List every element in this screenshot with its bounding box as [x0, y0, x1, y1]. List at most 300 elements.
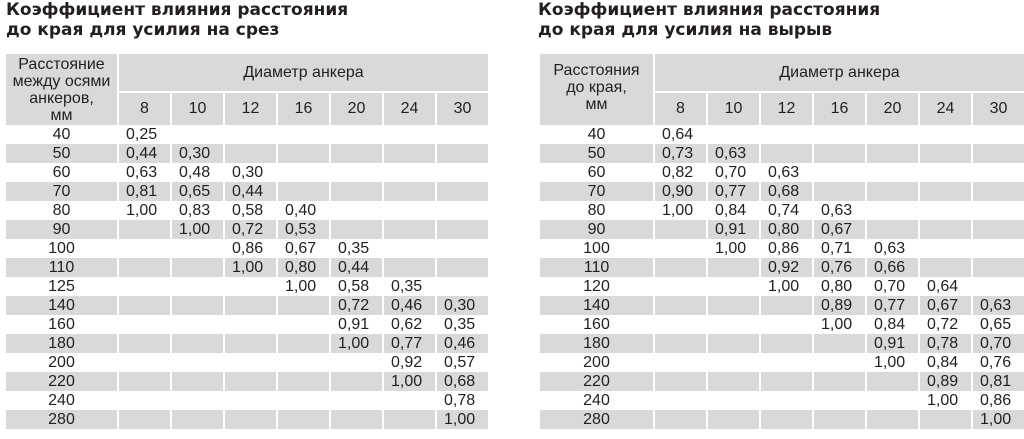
coefficient-cell: 0,77 — [865, 296, 918, 315]
coefficient-cell — [865, 182, 918, 201]
coefficient-cell — [382, 239, 435, 258]
coefficient-cell: 0,68 — [759, 182, 812, 201]
distance-header — [540, 54, 653, 125]
distance-cell: 90 — [540, 220, 653, 239]
distance-header-line: до края, — [566, 79, 627, 96]
table-row — [6, 391, 488, 410]
coefficient-cell — [759, 410, 812, 429]
coefficient-cell: 0,83 — [170, 201, 223, 220]
coefficient-cell — [382, 182, 435, 201]
table-row — [540, 220, 1024, 239]
coefficient-cell: 1,00 — [382, 372, 435, 391]
coefficient-cell — [971, 277, 1024, 296]
coefficient-cell: 0,46 — [435, 334, 488, 353]
table-row — [540, 239, 1024, 258]
coefficient-cell — [706, 258, 759, 277]
coefficient-cell — [117, 315, 170, 334]
table-row — [540, 144, 1024, 163]
distance-cell: 100 — [583, 239, 610, 257]
coefficient-cell: 0,91 — [329, 315, 382, 334]
distance-header-line: между осями — [12, 72, 111, 90]
distance-header-line: мм — [585, 96, 608, 113]
coefficient-cell — [329, 372, 382, 391]
coefficient-cell — [435, 201, 488, 220]
coefficient-cell: 0,78 — [435, 391, 488, 410]
coefficient-cell — [276, 296, 329, 315]
coefficient-cell — [170, 277, 223, 296]
coefficient-cell — [971, 163, 1024, 182]
coefficient-cell — [382, 220, 435, 239]
coefficient-cell — [276, 125, 329, 144]
coefficient-cell — [382, 391, 435, 410]
coefficient-cell — [706, 296, 759, 315]
distance-cell: 110 — [540, 258, 653, 277]
coefficient-cell: 1,00 — [812, 315, 865, 334]
diameter-column-header: 12 — [759, 91, 812, 125]
coefficient-cell — [812, 125, 865, 144]
coefficient-cell: 0,44 — [329, 258, 382, 277]
coefficient-cell — [435, 258, 488, 277]
table-row — [6, 277, 488, 296]
coefficient-cell — [653, 391, 706, 410]
coefficient-cell — [276, 353, 329, 372]
coefficient-cell — [329, 144, 382, 163]
table-row — [6, 125, 488, 144]
coefficient-cell: 0,70 — [706, 163, 759, 182]
coefficient-cell: 0,46 — [382, 296, 435, 315]
distance-header — [6, 54, 117, 125]
coefficient-cell: 0,70 — [865, 277, 918, 296]
coefficient-cell — [276, 315, 329, 334]
coefficient-cell — [382, 125, 435, 144]
coefficient-cell — [382, 144, 435, 163]
coefficient-cell — [971, 239, 1024, 258]
distance-header-line: Расстояния — [553, 62, 640, 79]
pullout-table — [540, 54, 1024, 429]
title-line-1: Коэффициент влияния расстояния — [6, 0, 349, 20]
table-row — [6, 372, 488, 391]
coefficient-cell: 0,65 — [971, 315, 1024, 334]
coefficient-cell: 0,64 — [918, 277, 971, 296]
distance-cell: 280 — [540, 410, 653, 429]
coefficient-cell — [329, 391, 382, 410]
coefficient-cell: 0,30 — [435, 296, 488, 315]
coefficient-cell: 0,72 — [918, 315, 971, 334]
coefficient-cell — [759, 315, 812, 334]
coefficient-cell — [918, 163, 971, 182]
coefficient-cell — [223, 372, 276, 391]
coefficient-cell — [170, 334, 223, 353]
distance-cell: 110 — [6, 258, 117, 277]
coefficient-cell — [382, 201, 435, 220]
coefficient-cell: 0,63 — [706, 144, 759, 163]
coefficient-cell — [170, 258, 223, 277]
distance-cell: 200 — [583, 353, 610, 371]
coefficient-cell: 1,00 — [117, 201, 170, 220]
coefficient-cell — [329, 353, 382, 372]
coefficient-cell — [276, 372, 329, 391]
coefficient-cell — [865, 410, 918, 429]
coefficient-cell — [435, 239, 488, 258]
coefficient-cell — [170, 372, 223, 391]
coefficient-cell: 0,70 — [971, 334, 1024, 353]
coefficient-cell: 0,35 — [435, 315, 488, 334]
distance-cell: 240 — [48, 391, 75, 409]
diameter-column-header: 30 — [971, 91, 1024, 125]
coefficient-cell — [706, 410, 759, 429]
coefficient-cell — [759, 391, 812, 410]
table-row — [540, 315, 1024, 334]
coefficient-cell — [117, 410, 170, 429]
coefficient-cell — [865, 372, 918, 391]
coefficient-cell — [223, 334, 276, 353]
coefficient-cell — [170, 315, 223, 334]
coefficient-cell — [329, 182, 382, 201]
coefficient-cell — [759, 334, 812, 353]
diameter-header: Диаметр анкера — [117, 54, 488, 91]
coefficient-cell: 1,00 — [223, 258, 276, 277]
distance-cell: 220 — [540, 372, 653, 391]
coefficient-cell — [759, 353, 812, 372]
table-row — [6, 334, 488, 353]
coefficient-cell — [706, 391, 759, 410]
coefficient-cell — [759, 372, 812, 391]
diameter-column-header: 20 — [329, 91, 382, 125]
coefficient-cell — [382, 258, 435, 277]
coefficient-cell — [223, 296, 276, 315]
coefficient-cell — [812, 334, 865, 353]
coefficient-cell: 0,76 — [971, 353, 1024, 372]
title-line-1: Коэффициент влияния расстояния — [538, 0, 881, 20]
table-row — [540, 163, 1024, 182]
coefficient-cell — [865, 201, 918, 220]
table-row — [540, 277, 1024, 296]
coefficient-cell: 0,84 — [918, 353, 971, 372]
coefficient-cell — [653, 372, 706, 391]
table-row — [540, 201, 1024, 220]
coefficient-cell — [812, 163, 865, 182]
coefficient-cell — [223, 315, 276, 334]
coefficient-cell: 1,00 — [435, 410, 488, 429]
coefficient-cell — [170, 239, 223, 258]
coefficient-cell: 0,77 — [382, 334, 435, 353]
coefficient-cell: 0,74 — [759, 201, 812, 220]
coefficient-cell — [918, 144, 971, 163]
coefficient-cell — [865, 391, 918, 410]
coefficient-cell: 0,86 — [759, 239, 812, 258]
coefficient-cell: 0,44 — [223, 182, 276, 201]
coefficient-cell: 0,78 — [918, 334, 971, 353]
diameter-column-header: 10 — [170, 91, 223, 125]
coefficient-cell: 0,53 — [276, 220, 329, 239]
coefficient-cell: 1,00 — [653, 201, 706, 220]
table-row — [6, 315, 488, 334]
coefficient-cell — [382, 163, 435, 182]
table-row — [540, 410, 1024, 429]
diameter-column-header: 16 — [276, 91, 329, 125]
coefficient-cell — [971, 258, 1024, 277]
coefficient-cell: 0,65 — [170, 182, 223, 201]
coefficient-cell — [170, 353, 223, 372]
table-row — [540, 353, 1024, 372]
coefficient-cell — [865, 220, 918, 239]
coefficient-cell: 0,89 — [812, 296, 865, 315]
coefficient-cell: 0,91 — [706, 220, 759, 239]
coefficient-cell — [918, 258, 971, 277]
coefficient-cell — [223, 277, 276, 296]
diameter-header: Диаметр анкера — [653, 54, 1024, 91]
coefficient-cell — [865, 163, 918, 182]
coefficient-cell: 0,66 — [865, 258, 918, 277]
coefficient-cell: 0,67 — [918, 296, 971, 315]
coefficient-cell: 0,81 — [117, 182, 170, 201]
coefficient-cell: 0,86 — [971, 391, 1024, 410]
coefficient-cell — [276, 391, 329, 410]
coefficient-cell — [223, 410, 276, 429]
coefficient-cell — [117, 296, 170, 315]
shear-panel — [6, 0, 490, 439]
coefficient-cell: 1,00 — [329, 334, 382, 353]
coefficient-cell — [223, 125, 276, 144]
coefficient-cell — [276, 144, 329, 163]
table-row — [540, 125, 1024, 144]
coefficient-cell: 0,63 — [812, 201, 865, 220]
coefficient-cell — [865, 144, 918, 163]
distance-cell: 80 — [52, 201, 71, 219]
coefficient-cell — [918, 201, 971, 220]
distance-cell: 50 — [540, 144, 653, 163]
coefficient-cell — [276, 163, 329, 182]
shear-title — [6, 0, 348, 40]
coefficient-cell — [918, 182, 971, 201]
coefficient-cell — [918, 220, 971, 239]
coefficient-cell — [276, 334, 329, 353]
coefficient-cell — [382, 410, 435, 429]
distance-cell: 200 — [48, 353, 75, 371]
coefficient-cell — [117, 277, 170, 296]
coefficient-cell: 0,67 — [812, 220, 865, 239]
coefficient-cell: 0,73 — [653, 144, 706, 163]
coefficient-cell: 0,82 — [653, 163, 706, 182]
coefficient-cell: 0,35 — [382, 277, 435, 296]
coefficient-cell — [223, 391, 276, 410]
coefficient-cell — [653, 334, 706, 353]
coefficient-cell: 0,35 — [329, 239, 382, 258]
coefficient-cell: 0,63 — [117, 163, 170, 182]
coefficient-cell — [435, 220, 488, 239]
table-row — [540, 182, 1024, 201]
coefficient-cell: 0,86 — [223, 239, 276, 258]
diameter-column-header: 8 — [653, 91, 706, 125]
table-row — [6, 201, 488, 220]
diameter-column-header: 20 — [865, 91, 918, 125]
coefficient-cell — [918, 125, 971, 144]
coefficient-cell — [117, 353, 170, 372]
coefficient-cell: 1,00 — [971, 410, 1024, 429]
coefficient-cell — [117, 334, 170, 353]
title-line-2: до края для усилия на вырыв — [538, 20, 833, 40]
pullout-title — [538, 0, 880, 40]
coefficient-cell: 0,40 — [276, 201, 329, 220]
coefficient-cell — [170, 410, 223, 429]
coefficient-cell: 0,30 — [223, 163, 276, 182]
distance-cell: 120 — [583, 277, 610, 295]
distance-header-line: мм — [50, 106, 73, 124]
coefficient-cell — [812, 353, 865, 372]
distance-header-line: анкеров, — [29, 89, 94, 107]
coefficient-cell — [653, 410, 706, 429]
coefficient-cell: 0,48 — [170, 163, 223, 182]
coefficient-cell — [223, 144, 276, 163]
coefficient-cell — [435, 163, 488, 182]
coefficient-cell: 0,58 — [223, 201, 276, 220]
diameter-column-header: 8 — [117, 91, 170, 125]
distance-cell: 60 — [52, 163, 71, 181]
diameter-column-header: 30 — [435, 91, 488, 125]
table-row — [6, 353, 488, 372]
distance-cell: 140 — [6, 296, 117, 315]
coefficient-cell — [653, 277, 706, 296]
coefficient-cell — [918, 239, 971, 258]
title-line-2: до края для усилия на срез — [6, 20, 280, 40]
table-row — [6, 296, 488, 315]
distance-cell: 160 — [583, 315, 610, 333]
coefficient-cell: 0,92 — [382, 353, 435, 372]
distance-cell: 60 — [587, 163, 606, 181]
coefficient-cell — [329, 410, 382, 429]
coefficient-cell: 0,67 — [276, 239, 329, 258]
coefficient-cell — [117, 220, 170, 239]
coefficient-cell: 0,44 — [117, 144, 170, 163]
table-row — [540, 372, 1024, 391]
coefficient-cell — [706, 353, 759, 372]
distance-cell: 50 — [6, 144, 117, 163]
coefficient-cell — [653, 239, 706, 258]
coefficient-cell: 0,81 — [971, 372, 1024, 391]
coefficient-cell: 0,76 — [812, 258, 865, 277]
table-row — [6, 410, 488, 429]
distance-cell: 180 — [540, 334, 653, 353]
coefficient-cell: 0,72 — [223, 220, 276, 239]
distance-cell: 70 — [6, 182, 117, 201]
coefficient-cell — [170, 391, 223, 410]
coefficient-cell — [653, 315, 706, 334]
coefficient-cell — [435, 182, 488, 201]
coefficient-cell: 0,77 — [706, 182, 759, 201]
coefficient-cell: 0,89 — [918, 372, 971, 391]
coefficient-cell — [706, 372, 759, 391]
coefficient-cell — [706, 277, 759, 296]
coefficient-cell — [329, 163, 382, 182]
diameter-column-header: 12 — [223, 91, 276, 125]
coefficient-cell — [170, 296, 223, 315]
coefficient-cell — [276, 182, 329, 201]
distance-cell: 125 — [48, 277, 75, 295]
coefficient-cell: 0,63 — [865, 239, 918, 258]
coefficient-cell: 0,92 — [759, 258, 812, 277]
coefficient-cell: 0,63 — [971, 296, 1024, 315]
distance-cell: 90 — [6, 220, 117, 239]
diameter-column-header: 10 — [706, 91, 759, 125]
distance-cell: 280 — [6, 410, 117, 429]
coefficient-cell: 0,72 — [329, 296, 382, 315]
pullout-panel — [538, 0, 1024, 439]
coefficient-cell — [971, 182, 1024, 201]
table-row — [540, 391, 1024, 410]
distance-cell: 70 — [540, 182, 653, 201]
coefficient-cell: 0,80 — [759, 220, 812, 239]
coefficient-cell — [706, 334, 759, 353]
table-row — [540, 334, 1024, 353]
coefficient-cell — [170, 125, 223, 144]
coefficient-cell — [329, 220, 382, 239]
coefficient-cell: 0,90 — [653, 182, 706, 201]
distance-cell: 40 — [52, 125, 71, 143]
coefficient-cell — [329, 125, 382, 144]
coefficient-cell — [653, 258, 706, 277]
distance-cell: 220 — [6, 372, 117, 391]
coefficient-cell: 0,64 — [653, 125, 706, 144]
distance-cell: 160 — [48, 315, 75, 333]
coefficient-cell — [117, 258, 170, 277]
coefficient-cell — [971, 144, 1024, 163]
coefficient-cell: 0,80 — [276, 258, 329, 277]
coefficient-cell: 0,58 — [329, 277, 382, 296]
coefficient-cell: 1,00 — [865, 353, 918, 372]
table-row — [6, 163, 488, 182]
table-row — [6, 220, 488, 239]
coefficient-cell — [117, 391, 170, 410]
coefficient-cell — [435, 125, 488, 144]
coefficient-cell: 1,00 — [918, 391, 971, 410]
coefficient-cell: 0,84 — [706, 201, 759, 220]
coefficient-cell — [435, 277, 488, 296]
coefficient-cell — [812, 372, 865, 391]
coefficient-cell: 0,80 — [812, 277, 865, 296]
coefficient-cell — [653, 353, 706, 372]
table-row — [6, 144, 488, 163]
coefficient-cell: 0,25 — [117, 125, 170, 144]
coefficient-cell — [653, 220, 706, 239]
table-row — [540, 296, 1024, 315]
coefficient-cell — [653, 296, 706, 315]
distance-cell: 140 — [540, 296, 653, 315]
coefficient-cell: 1,00 — [276, 277, 329, 296]
coefficient-cell — [812, 144, 865, 163]
coefficient-cell — [329, 201, 382, 220]
coefficient-cell — [865, 125, 918, 144]
table-row — [6, 182, 488, 201]
shear-table — [6, 54, 488, 429]
coefficient-cell — [117, 372, 170, 391]
coefficient-cell — [812, 182, 865, 201]
coefficient-cell — [706, 315, 759, 334]
coefficient-cell: 1,00 — [759, 277, 812, 296]
table-row — [6, 239, 488, 258]
diameter-column-header: 24 — [918, 91, 971, 125]
coefficient-cell — [759, 296, 812, 315]
coefficient-cell — [276, 410, 329, 429]
coefficient-cell — [971, 201, 1024, 220]
coefficient-cell — [435, 144, 488, 163]
coefficient-cell: 0,57 — [435, 353, 488, 372]
coefficient-cell — [812, 391, 865, 410]
coefficient-cell: 0,84 — [865, 315, 918, 334]
diameter-column-header: 16 — [812, 91, 865, 125]
distance-cell: 100 — [48, 239, 75, 257]
coefficient-cell — [117, 239, 170, 258]
coefficient-cell: 0,62 — [382, 315, 435, 334]
